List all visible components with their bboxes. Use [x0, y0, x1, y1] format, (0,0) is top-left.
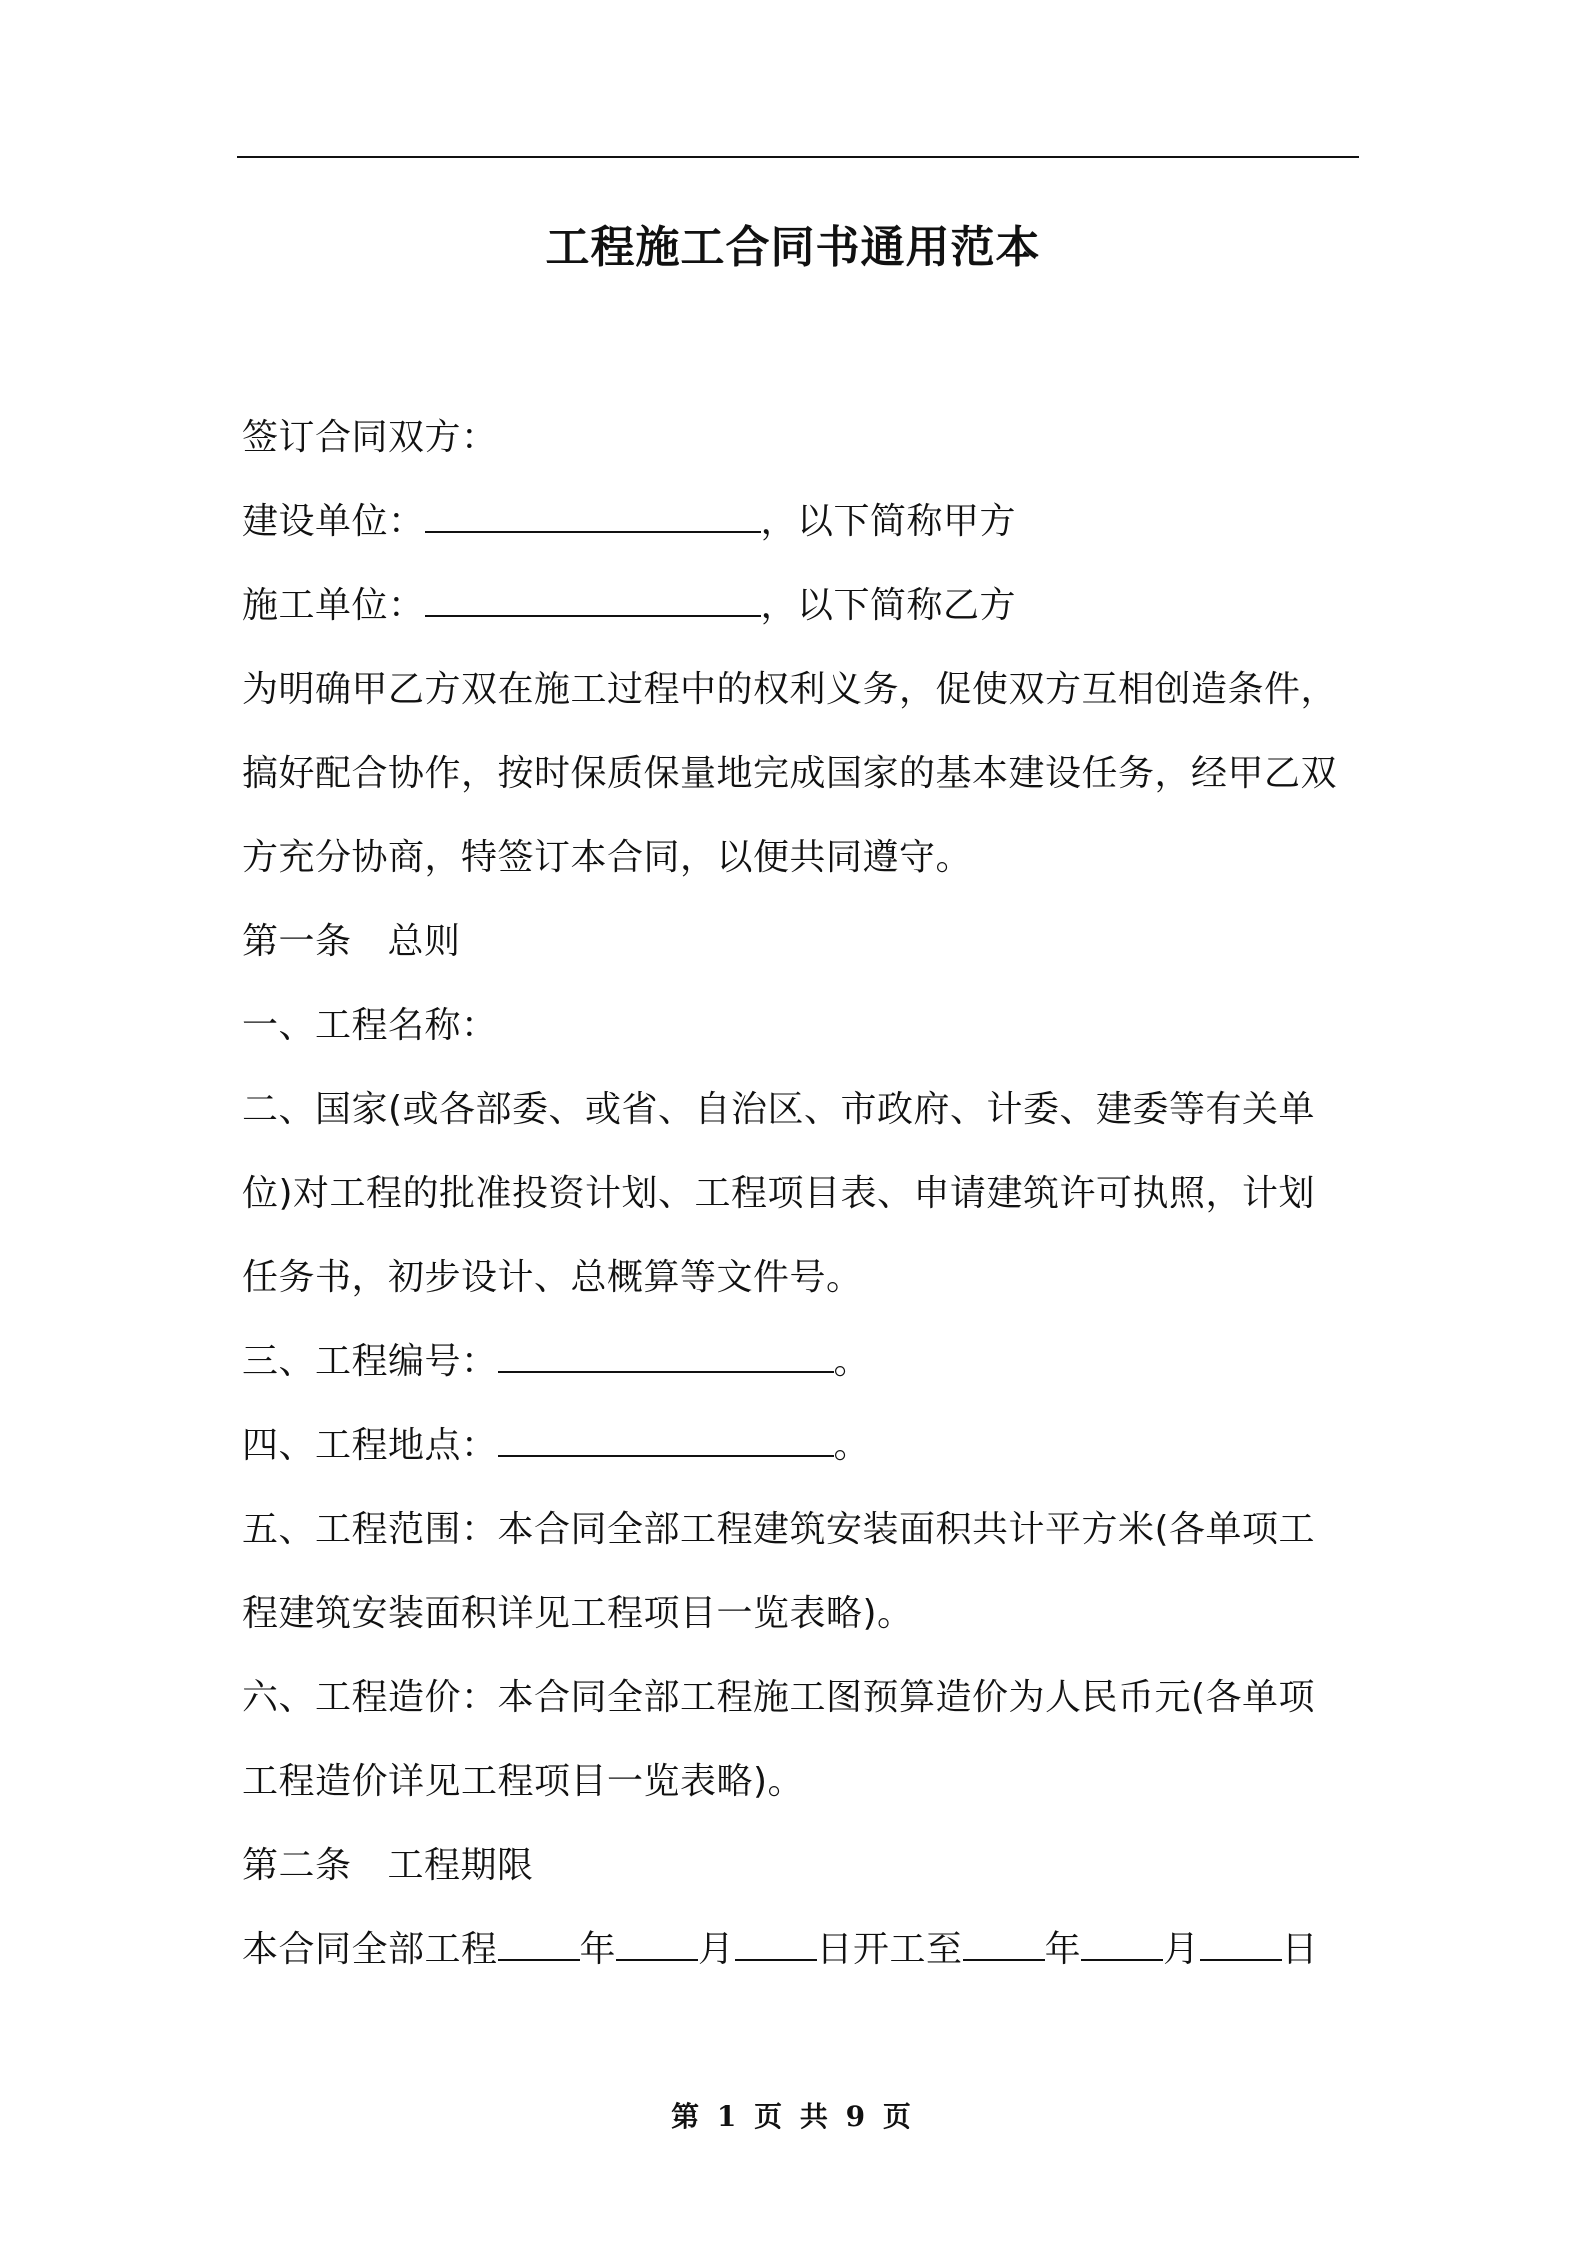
item-2-line-3: 任务书，初步设计、总概算等文件号。 — [242, 1257, 863, 1298]
header-rule — [237, 156, 1359, 158]
item-6-line-2: 工程造价详见工程项目一览表略)。 — [242, 1761, 805, 1802]
preamble-line-1: 为明确甲乙方双在施工过程中的权利义务，促使双方互相创造条件， — [242, 669, 1338, 710]
page-number: 第 1 页 共 9 页 — [671, 2100, 915, 2133]
owner-suffix: ，以下简称甲方 — [760, 501, 1017, 542]
owner-label: 建设单位： — [242, 501, 425, 542]
item-4-label: 四、工程地点： — [242, 1425, 498, 1466]
contractor-label: 施工单位： — [242, 585, 425, 626]
article-1-heading — [242, 918, 461, 966]
article-1-number: 第一条 — [242, 921, 352, 962]
item-3 — [242, 1338, 870, 1386]
article-2-heading — [242, 1842, 534, 1890]
end-day-label: 日 — [1281, 1929, 1319, 1970]
item-4-end: 。 — [833, 1425, 871, 1466]
term-prefix: 本合同全部工程 — [242, 1929, 498, 1970]
owner-blank — [425, 501, 761, 533]
start-month-blank — [616, 1929, 698, 1961]
contractor-suffix: ，以下简称乙方 — [760, 585, 1017, 626]
item-2-line-1: 二、国家(或各部委、或省、自治区、市政府、计委、建委等有关单 — [242, 1089, 1316, 1130]
contractor-line — [242, 582, 1016, 630]
item-3-blank — [498, 1341, 834, 1373]
end-year-blank — [963, 1929, 1045, 1961]
start-day-label: 日开工至 — [816, 1929, 963, 1970]
item-4 — [242, 1422, 870, 1470]
end-day-blank — [1200, 1929, 1282, 1961]
start-month-label: 月 — [698, 1929, 735, 1970]
item-5-line-1: 五、工程范围：本合同全部工程建筑安装面积共计平方米(各单项工 — [242, 1509, 1316, 1550]
parties-heading: 签订合同双方： — [242, 417, 498, 458]
term-line — [242, 1926, 1318, 1974]
item-5-line-2: 程建筑安装面积详见工程项目一览表略)。 — [242, 1593, 914, 1634]
end-month-blank — [1081, 1929, 1163, 1961]
item-4-blank — [498, 1425, 834, 1457]
document-title: 工程施工合同书通用范本 — [545, 222, 1041, 273]
end-year-label: 年 — [1044, 1929, 1082, 1970]
preamble-line-3: 方充分协商，特签订本合同，以便共同遵守。 — [242, 837, 973, 878]
item-1: 一、工程名称： — [242, 1005, 498, 1046]
item-2-line-2: 位)对工程的批准投资计划、工程项目表、申请建筑许可执照，计划 — [242, 1173, 1316, 1214]
end-month-label: 月 — [1163, 1929, 1200, 1970]
start-year-label: 年 — [579, 1929, 617, 1970]
item-6-line-1: 六、工程造价：本合同全部工程施工图预算造价为人民币元(各单项 — [242, 1677, 1316, 1718]
item-3-label: 三、工程编号： — [242, 1341, 498, 1382]
item-3-end: 。 — [833, 1341, 871, 1382]
owner-line — [242, 498, 1016, 546]
article-1-title: 总则 — [387, 921, 461, 962]
start-year-blank — [498, 1929, 580, 1961]
start-day-blank — [735, 1929, 817, 1961]
preamble-line-2: 搞好配合协作，按时保质保量地完成国家的基本建设任务，经甲乙双 — [242, 753, 1338, 794]
article-2-number: 第二条 — [242, 1845, 352, 1886]
contractor-blank — [425, 585, 761, 617]
article-2-title: 工程期限 — [387, 1845, 534, 1886]
